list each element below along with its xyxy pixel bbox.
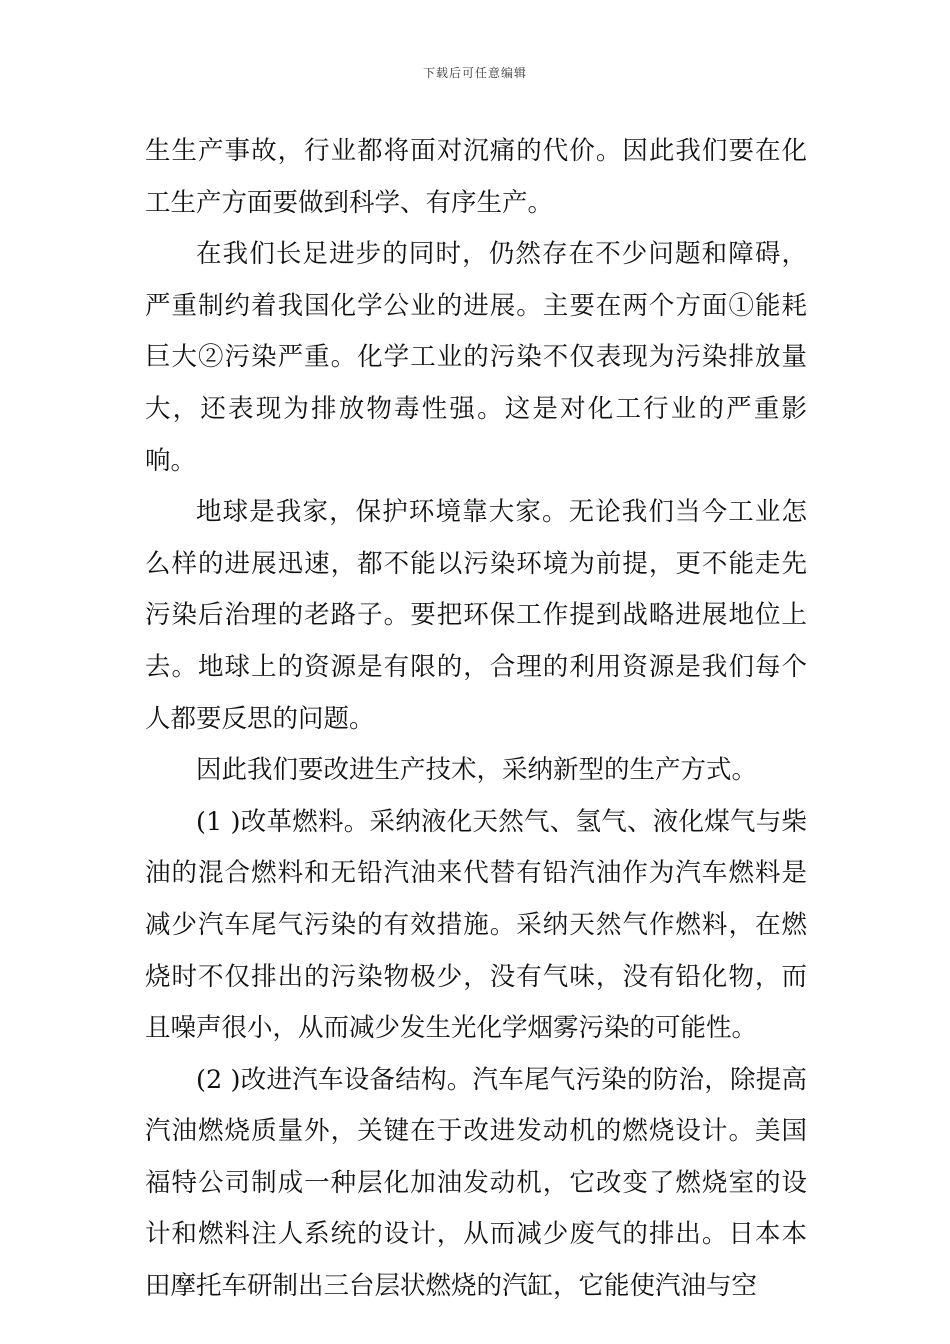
paragraph-3: 地球是我家，保护环境靠大家。无论我们当今工业怎么样的进展迅速，都不能以污染环境为前提，更不能走先污染后治理的老路子。要把环保工作提到战略进展地位上去。地球上的资源是有限的，合理的利用资源是我们每个人都要反思的问题。 [145,497,807,734]
paragraph-5: (1 )改革燃料。采纳液化天然气、氢气、液化煤气与柴油的混合燃料和无铅汽油来代替有铅汽油作为汽车燃料是减少汽车尾气污染的有效措施。采纳天然气作燃料，在燃烧时不仅排出的污染物极少，没有气味，没有铅化物，而且噪声很小，从而减少发生光化学烟雾污染的可能性。 [145,806,807,1044]
paragraph-4: 因此我们要改进生产技术，采纳新型的生产方式。 [196,755,758,786]
paragraph-6: (2 )改进汽车设备结构。汽车尾气污染的防治，除提高汽油燃烧质量外，关键在于改进发动机的燃烧设计。美国福特公司制成一种层化加油发动机，它改变了燃烧室的设计和燃料注人系统的设计，从而减少废气的排出。日本本田摩托车研制出三台层状燃烧的汽缸，它能使汽油与空 [145,1064,807,1302]
page-header: 下载后可任意编辑 [422,66,527,80]
paragraph-2: 在我们长足进步的同时，仍然存在不少问题和障碍，严重制约着我国化学公业的进展。主要在两个方面①能耗巨大②污染严重。化学工业的污染不仅表现为污染排放量大，还表现为排放物毒性强。这是对化工行业的严重影响。 [145,239,807,476]
document-body [145,126,807,1313]
paragraph-1: 生生产事故，行业都将面对沉痛的代价。因此我们要在化工生产方面要做到科学、有序生产。 [145,136,807,218]
